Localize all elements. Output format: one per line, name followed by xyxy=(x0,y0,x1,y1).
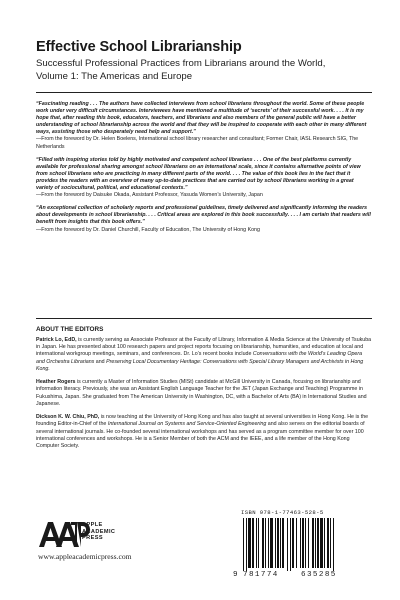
barcode-bar xyxy=(317,518,319,568)
barcode-bar xyxy=(308,518,309,568)
publisher-name-line-2: ACADEMIC xyxy=(82,528,116,535)
barcode-bar xyxy=(277,518,279,568)
barcode-bar xyxy=(282,518,284,568)
editor-name: Dickson K. W. Chiu, PhD, xyxy=(36,414,100,421)
barcode-bars-icon xyxy=(233,518,365,572)
divider-top xyxy=(36,92,372,93)
barcode-bar xyxy=(275,518,276,568)
barcode-bar xyxy=(315,518,316,568)
isbn-digits-right: 635285 xyxy=(301,571,337,579)
editor-bio-text: and also serves on the editorial boards of several international journals. He co-founded several international workshops and has served as a program committee member for over 100 international conferences and workshops. He is a Senior Member of both the ACM and the IEEE, and a life member of the Hong Kong Computer Society. xyxy=(36,421,365,450)
barcode-bar xyxy=(270,518,273,568)
barcode-bar xyxy=(290,518,291,571)
editor-name: Patrick Lo, EdD, xyxy=(36,337,77,343)
publisher-name-line-1: APPLE xyxy=(82,522,103,528)
barcode-bar xyxy=(268,518,269,568)
editor-bio-text: is currently serving as Associate Professor at the Faculty of Library, Information & Media Science at the University of Tsukuba in Japan. He has presented about 100 research papers and project reports focusing on librarianship, humanities, and education at local and international workgroup meetings, seminars, and conferences. Dr. Lo’s recent books include xyxy=(36,337,372,358)
publisher-name xyxy=(82,522,115,542)
editor-book-title: Preserving Local Documentary Heritage: Conversations with Special Library Managers and Archivists in Hong Kong. xyxy=(36,358,364,372)
barcode-bar xyxy=(256,518,257,568)
barcode-bar xyxy=(324,518,325,568)
barcode-bar xyxy=(248,518,251,568)
editor-name: Heather Rogers xyxy=(36,379,76,386)
editor-book-title: International Journal on Systems and Service-Oriented Engineering xyxy=(107,421,267,428)
editor-bio-text: and xyxy=(94,358,107,365)
barcode-bar xyxy=(305,518,306,568)
endorsement-attribution-3: —From the foreword by Dr. Daniel Churchill, Faculty of Education, The University of Hong Kong xyxy=(36,226,260,233)
barcode-bar xyxy=(312,518,314,568)
barcode-bar xyxy=(330,518,331,568)
isbn-digits-left: 781774 xyxy=(243,571,279,579)
endorsement-attribution-2: —From the foreword by Daisuke Okada, Assistant Professor, Yasuda Women’s University, Japan xyxy=(36,192,263,199)
book-title: Effective School Librarianship xyxy=(36,39,242,55)
barcode-bar xyxy=(302,518,304,568)
book-subtitle xyxy=(36,58,372,83)
editor-bio-text: is now teaching at the University of Hong Kong and has also taught at several universities in Hong Kong. He is the founding Editor-in-Chief of the xyxy=(36,414,369,428)
barcode-bar xyxy=(243,518,244,571)
barcode-bar xyxy=(252,518,254,568)
endorsement-quote-2: “Filled with inspiring stories told by highly motivated and competent school librarians . . . One of the best platforms currently available for professional sharing amongst school librarians on an international scale, since it contains alternative points of view from school librarians who are practicing in many different parts of the world. . . . The value of this book lies in the fact that it provides the readers with an overview of many up-to-date practices that are carried out by school librarians working in a great variety of sociocultural, political, and educational contexts.” xyxy=(36,156,361,192)
barcode-bar xyxy=(300,518,301,568)
publisher-website[interactable]: www.appleacademicpress.com xyxy=(38,552,132,561)
barcode-bar xyxy=(262,518,264,568)
editor-book-title: Conversations with the World’s Leading Opera and Orchestra Librarians xyxy=(36,351,363,365)
endorsement-attribution-1: —From the foreword by Dr. Helen Boelens, International school library researcher and consultant; Former Chair, IASL Research SIG, The Netherlands xyxy=(36,136,359,150)
endorsements xyxy=(36,101,372,240)
isbn-label: ISBN 978-1-77463-528-5 xyxy=(241,509,324,516)
barcode-bar xyxy=(265,518,266,568)
editor-bio-3 xyxy=(36,414,372,450)
barcode-bar xyxy=(287,518,288,571)
publisher-name-line-3: PRESS xyxy=(82,535,103,542)
editors-heading: ABOUT THE EDITORS xyxy=(36,326,104,333)
editors-section xyxy=(36,337,372,456)
barcode-bar xyxy=(246,518,247,571)
endorsement-quote-3: “An exceptional collection of scholarly reports and professional guidelines, timely delivered and significantly informing the readers about developments in school librarianship. . . . Critical areas are explored in this book successfully. . . . I am certain that readers will benefit from insights that this book offers.” xyxy=(36,205,371,226)
barcode-bar xyxy=(280,518,281,568)
barcode-bar xyxy=(320,518,323,568)
endorsement-quote-1: “Fascinating reading . . . The authors have collected interviews from school librarians throughout the world. Some of these people work under very difficult circumstances. Interviewees have mentioned a multitude of ‘secrets’ of their successful work. . . . It is my hope that, after reading this book, educators, teachers, and librarians and also members of the general public will have a better understanding of school librarianship across the world and that they will be inspired to cooperate with each other in many different ways, assisting those who desperately need help and support.” xyxy=(36,101,367,136)
barcode-bar xyxy=(333,518,334,571)
divider-middle xyxy=(36,318,372,319)
subtitle-line-2: Volume 1: The Americas and Europe xyxy=(36,70,193,82)
barcode-bar xyxy=(296,518,297,568)
isbn-digits xyxy=(233,571,365,579)
editor-bio-1 xyxy=(36,337,372,373)
isbn-barcode xyxy=(233,509,365,581)
subtitle-line-1: Successful Professional Practices from Librarians around the World, xyxy=(36,58,326,69)
barcode-bar xyxy=(292,518,294,568)
editor-bio-text: is currently a Master of Information Studies (MISt) candidate at McGill University in Canada, focusing on librarianship and information literacy. Previously, she was an Assistant English Language Teacher for the JET (Japan Exchange and Teaching) Programme in Fukushima, Japan. She graduated from The American University in Washington, DC, with a Bachelor of Arts (BA) in International Studies and Japanese. xyxy=(36,379,367,407)
editor-bio-2 xyxy=(36,379,372,408)
isbn-digit-first: 9 xyxy=(233,571,238,579)
barcode-bar xyxy=(327,518,329,568)
barcode-bar xyxy=(258,518,259,568)
